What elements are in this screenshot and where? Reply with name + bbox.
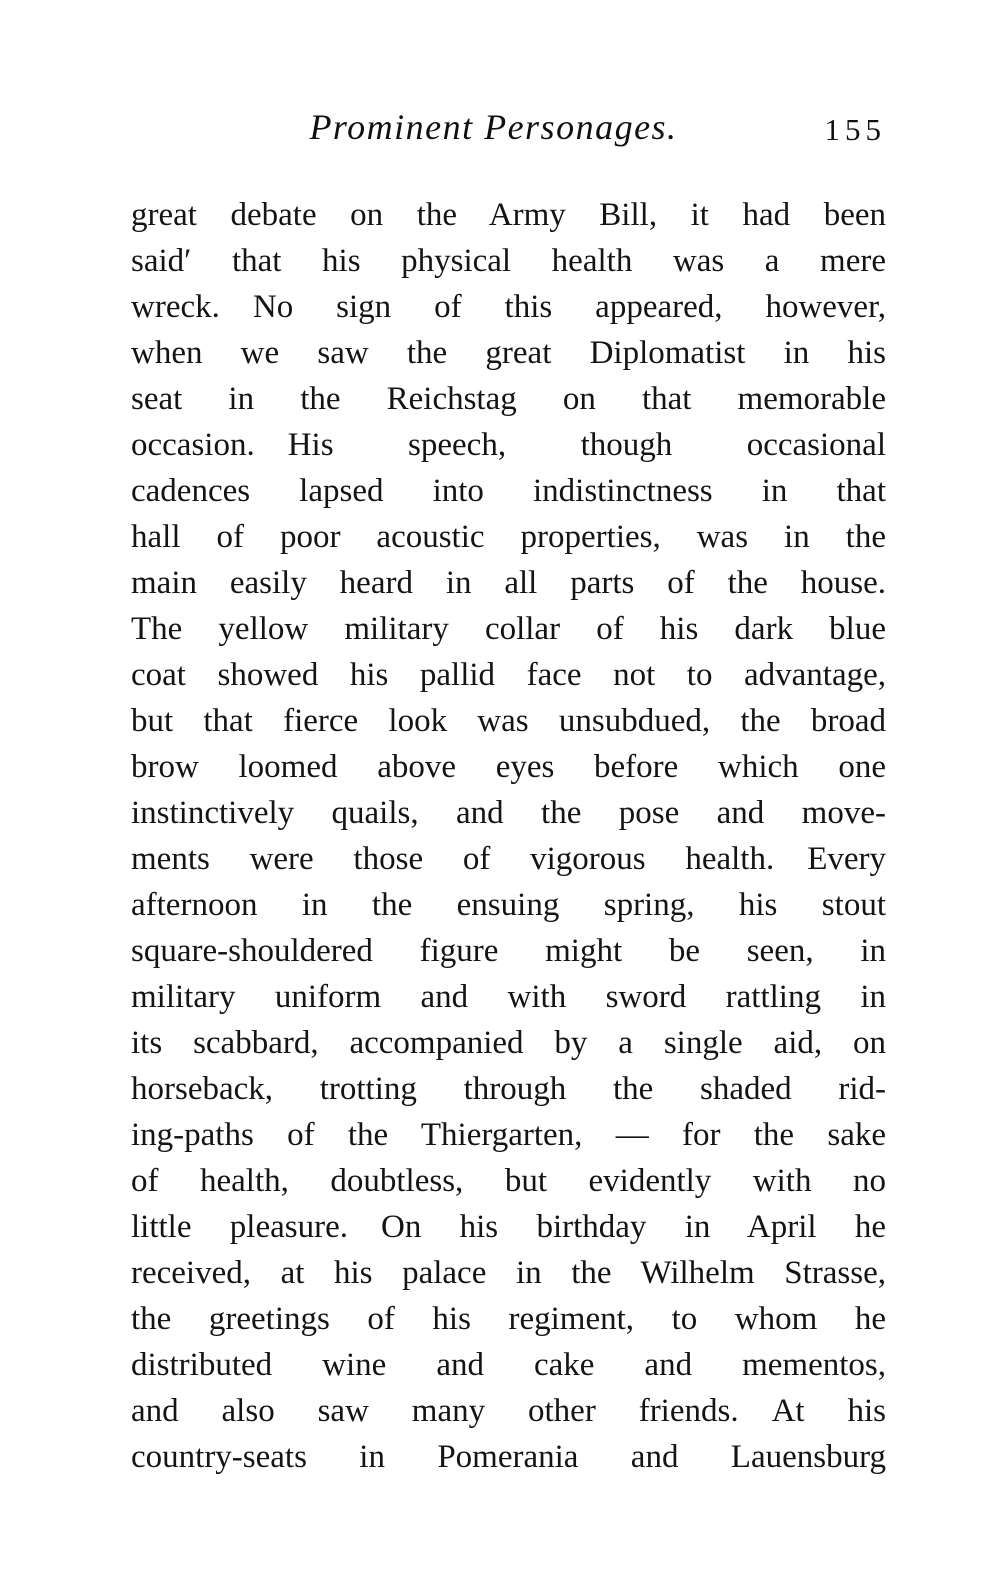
page-title: Prominent Personages.	[309, 107, 678, 147]
text-line: square-shouldered figure might be seen, in	[131, 933, 886, 969]
text-line: ments were those of vigorous health. Every	[131, 841, 886, 877]
page-number: 155	[824, 112, 886, 147]
text-line: the greetings of his regiment, to whom he	[131, 1301, 886, 1337]
text-line: horseback, trotting through the shaded rid-	[131, 1071, 886, 1107]
text-line: ing-paths of the Thiergarten, — for the sake	[131, 1117, 886, 1153]
text-line: hall of poor acoustic properties, was in the	[131, 519, 886, 555]
text-line: main easily heard in all parts of the house.	[131, 565, 886, 601]
text-line: of health, doubtless, but evidently with no	[131, 1163, 886, 1199]
text-line: cadences lapsed into indistinctness in that	[131, 473, 886, 509]
text-line: seat in the Reichstag on that memorable	[131, 381, 886, 417]
text-line: coat showed his pallid face not to advantage,	[131, 657, 886, 693]
text-line: military uniform and with sword rattling in	[131, 979, 886, 1015]
text-line: instinctively quails, and the pose and move-	[131, 795, 886, 831]
text-line: its scabbard, accompanied by a single aid, on	[131, 1025, 886, 1061]
text-line: received, at his palace in the Wilhelm Strasse,	[131, 1255, 886, 1291]
text-line: wreck. No sign of this appeared, however,	[131, 289, 886, 325]
text-line: great debate on the Army Bill, it had been	[131, 197, 886, 233]
text-line: but that fierce look was unsubdued, the broad	[131, 703, 886, 739]
text-line: country-seats in Pomerania and Lauensburg	[131, 1439, 886, 1475]
page-header	[131, 106, 886, 156]
text-line: said′ that his physical health was a mere	[131, 243, 886, 279]
text-line: when we saw the great Diplomatist in his	[131, 335, 886, 371]
text-line: occasion. His speech, though occasional	[131, 427, 886, 463]
text-block	[131, 192, 886, 1480]
text-line: little pleasure. On his birthday in April he	[131, 1209, 886, 1245]
text-line: brow loomed above eyes before which one	[131, 749, 886, 785]
text-line: afternoon in the ensuing spring, his stout	[131, 887, 886, 923]
text-line: distributed wine and cake and mementos,	[131, 1347, 886, 1383]
text-line: and also saw many other friends. At his	[131, 1393, 886, 1429]
text-line: The yellow military collar of his dark blue	[131, 611, 886, 647]
